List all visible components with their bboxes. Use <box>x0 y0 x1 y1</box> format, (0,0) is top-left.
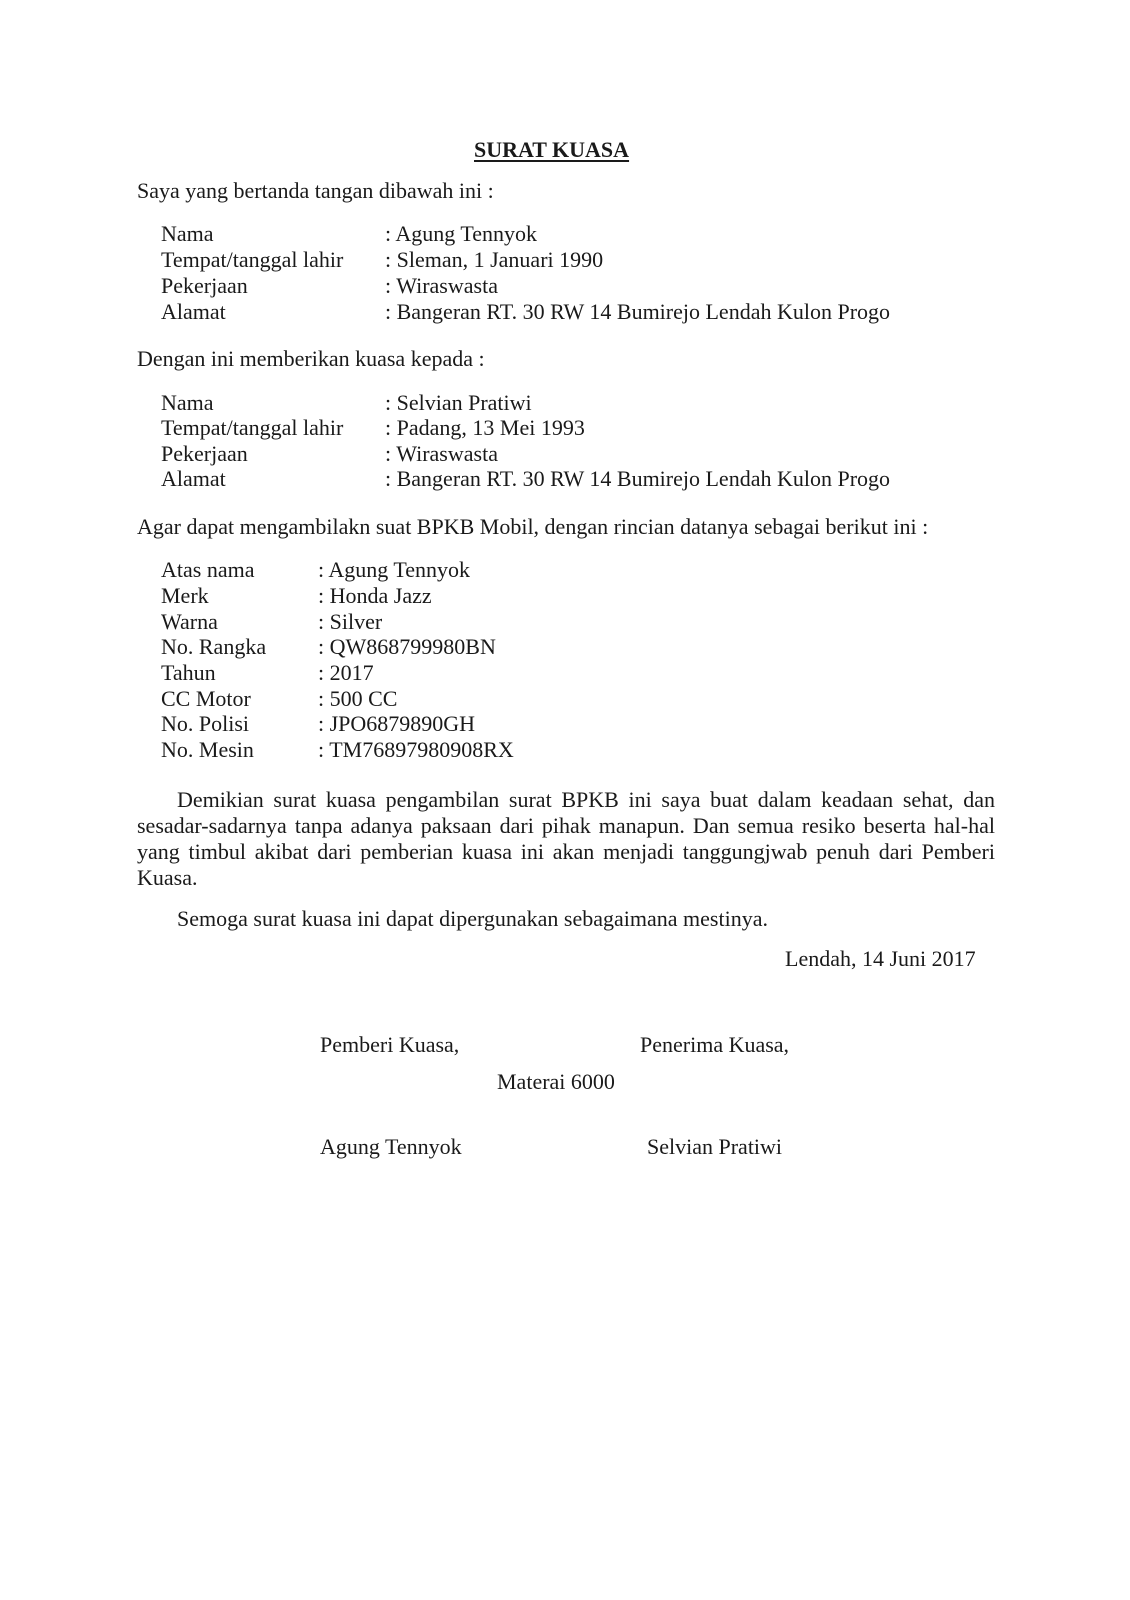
mandate-intro-text: Dengan ini memberikan kuasa kepada : <box>137 346 485 371</box>
giver-name-label: Nama <box>161 221 214 246</box>
giver-signature-label: Pemberi Kuasa, <box>320 1032 460 1057</box>
vehicle-color-label: Warna <box>161 609 218 634</box>
receiver-address-label: Alamat <box>161 466 226 491</box>
receiver-job-value: : Wiraswasta <box>385 441 498 466</box>
vehicle-owner-label: Atas nama <box>161 557 255 582</box>
letter-title: SURAT KUASA <box>474 137 630 162</box>
vehicle-owner-value: : Agung Tennyok <box>318 557 471 582</box>
vehicle-frame-label: No. Rangka <box>161 634 267 659</box>
giver-job-label: Pekerjaan <box>161 273 248 298</box>
vehicle-engine-value: : TM76897980908RX <box>318 737 514 762</box>
giver-birth-value: : Sleman, 1 Januari 1990 <box>385 247 604 272</box>
stamp-duty-text: Materai 6000 <box>497 1069 615 1094</box>
vehicle-brand-label: Merk <box>161 583 209 608</box>
vehicle-year-label: Tahun <box>161 660 216 685</box>
place-date: Lendah, 14 Juni 2017 <box>785 946 976 971</box>
vehicle-brand-value: : Honda Jazz <box>318 583 432 608</box>
vehicle-engine-label: No. Mesin <box>161 737 254 762</box>
vehicle-year-value: : 2017 <box>318 660 374 685</box>
vehicle-cc-value: : 500 CC <box>318 686 398 711</box>
receiver-address-value: : Bangeran RT. 30 RW 14 Bumirejo Lendah Kulon Progo <box>385 466 891 491</box>
receiver-signature-name: Selvian Pratiwi <box>647 1134 783 1159</box>
vehicle-cc-label: CC Motor <box>161 686 251 711</box>
giver-signature-name: Agung Tennyok <box>320 1134 462 1159</box>
receiver-job-label: Pekerjaan <box>161 441 248 466</box>
receiver-signature-label: Penerima Kuasa, <box>640 1032 790 1057</box>
vehicle-color-value: : Silver <box>318 609 383 634</box>
giver-address-value: : Bangeran RT. 30 RW 14 Bumirejo Lendah Kulon Progo <box>385 299 891 324</box>
vehicle-plate-value: : JPO6879890GH <box>318 711 476 736</box>
giver-job-value: : Wiraswasta <box>385 273 498 298</box>
receiver-birth-value: : Padang, 13 Mei 1993 <box>385 415 585 440</box>
giver-birth-label: Tempat/tanggal lahir <box>161 247 344 272</box>
receiver-name-value: : Selvian Pratiwi <box>385 390 532 415</box>
giver-address-label: Alamat <box>161 299 226 324</box>
closing-paragraph: Demikian surat kuasa pengambilan surat BPKB ini saya buat dalam keadaan sehat, dan sesadar-sadarnya tanpa adanya paksaan dari pihak manapun. Dan semua resiko beserta hal-hal yang timbul akibat dari pemberian kuasa ini akan menjadi tanggungjwab penuh dari Pemberi Kuasa. <box>137 787 995 890</box>
vehicle-frame-value: : QW868799980BN <box>318 634 496 659</box>
giver-name-value: : Agung Tennyok <box>385 221 538 246</box>
receiver-birth-label: Tempat/tanggal lahir <box>161 415 344 440</box>
receiver-name-label: Nama <box>161 390 214 415</box>
intro-text: Saya yang bertanda tangan dibawah ini : <box>137 178 494 203</box>
purpose-text: Agar dapat mengambilakn suat BPKB Mobil, dengan rincian datanya sebagai berikut ini : <box>137 514 929 539</box>
vehicle-plate-label: No. Polisi <box>161 711 250 736</box>
wish-text: Semoga surat kuasa ini dapat dipergunakan sebagaimana mestinya. <box>177 906 768 931</box>
